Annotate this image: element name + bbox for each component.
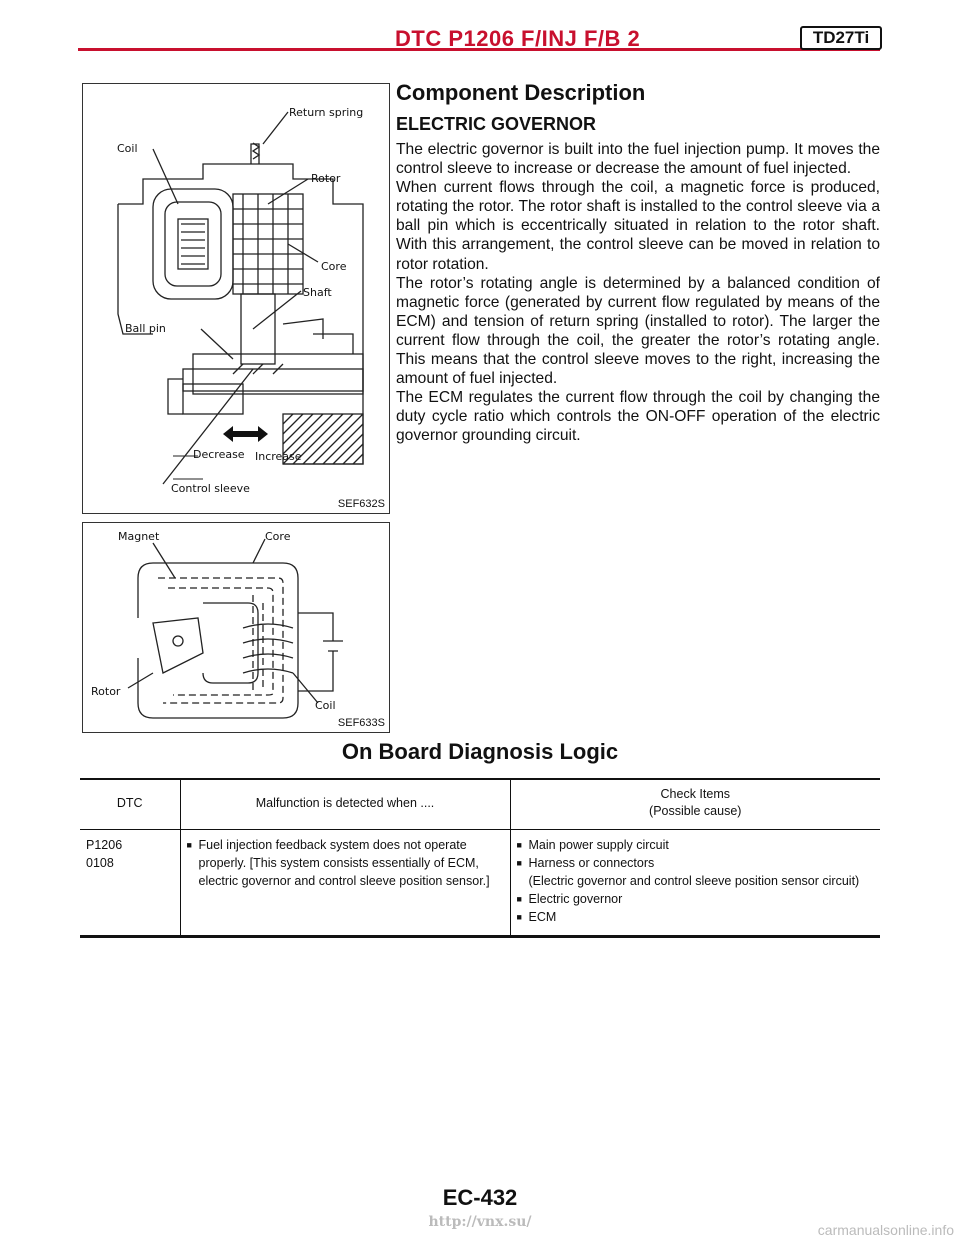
list-item — [517, 872, 875, 890]
label-rotor: Rotor — [91, 685, 121, 698]
page-header-title: DTC P1206 F/INJ F/B 2 — [395, 26, 641, 51]
figure-code: SEF632S — [337, 498, 385, 510]
check-item: Harness or connectors — [528, 856, 655, 870]
engine-model-badge: TD27Ti — [800, 26, 882, 50]
label-ball-pin: Ball pin — [125, 322, 166, 335]
bullet-icon: ■ — [516, 840, 522, 850]
cell-dtc — [80, 830, 180, 937]
bullet-icon: ■ — [186, 840, 192, 850]
list-item — [517, 908, 875, 926]
label-increase: Increase — [255, 450, 302, 463]
table-header-row — [80, 779, 880, 830]
list-item — [187, 836, 504, 890]
list-item — [517, 890, 875, 908]
label-return-spring: Return spring — [289, 106, 364, 119]
page-number: EC-432 — [442, 1185, 518, 1210]
label-rotor: Rotor — [311, 172, 341, 185]
paragraph: The rotor’s rotating angle is determined by a balanced condition of magnetic force (generated by current flow regulated by means of the ECM) and tension of return spring (installed to rotor). The larger the current flow through the coil, the greater the rotor’s rotating angle. This means that the control sleeve moves to the right, increasing the amount of fuel injected. — [396, 274, 880, 388]
watermark: carmanualsonline.info — [817, 1222, 954, 1238]
paragraph: The ECM regulates the current flow through the coil by changing the duty cycle ratio which controls the ON-OFF operation of the electric governor grounding circuit. — [396, 389, 880, 445]
dtc-code: P1206 — [86, 838, 123, 852]
subsection-title-electric-governor: ELECTRIC GOVERNOR — [396, 114, 597, 134]
label-shaft: Shaft — [303, 286, 332, 299]
figure-code: SEF633S — [337, 717, 385, 729]
list-item — [517, 854, 875, 872]
label-core: Core — [321, 260, 347, 273]
component-description-body — [396, 140, 880, 446]
dtc-code-alt: 0108 — [86, 856, 114, 870]
label-decrease: Decrease — [193, 448, 245, 461]
label-control-sleeve: Control sleeve — [171, 482, 250, 495]
header-malfunction: Malfunction is detected when .... — [180, 779, 510, 830]
cell-check-items — [510, 830, 880, 937]
header-check-items: Check Items (Possible cause) — [510, 779, 880, 830]
electric-governor-figure — [82, 83, 390, 514]
diagnosis-logic-table — [80, 778, 880, 938]
malfunction-text: Fuel injection feedback system does not operate properly. [This system consists essentially of ECM, electric governor and control sleeve position sensor.] — [198, 838, 490, 888]
label-coil: Coil — [117, 142, 138, 155]
list-item — [517, 836, 875, 854]
check-item-note: (Electric governor and control sleeve position sensor circuit) — [528, 874, 860, 888]
magnetic-circuit-drawing — [83, 523, 389, 732]
section-title-component-description: Component Description — [396, 80, 646, 105]
section-title-on-board-diagnosis-logic: On Board Diagnosis Logic — [341, 739, 619, 764]
check-item: Electric governor — [528, 892, 623, 906]
header-dtc: DTC — [116, 795, 143, 810]
label-core: Core — [265, 530, 291, 543]
magnetic-circuit-figure — [82, 522, 390, 733]
cell-malfunction — [180, 830, 510, 937]
label-coil: Coil — [315, 699, 336, 712]
check-item: Main power supply circuit — [528, 838, 669, 852]
table-row — [80, 830, 880, 937]
paragraph: The electric governor is built into the fuel injection pump. It moves the control sleeve to increase or decrease the amount of fuel injected. — [396, 141, 880, 178]
paragraph: When current flows through the coil, a magnetic force is produced, rotating the rotor. The rotor shaft is installed to the control sleeve via a ball pin which is eccentrically situated in relation to the rotor shaft. With this arrangement, the control sleeve can be moved in relation to rotor rotation. — [396, 179, 880, 273]
source-url: http://vnx.su/ — [428, 1214, 532, 1230]
bullet-icon: ■ — [516, 894, 522, 904]
check-item: ECM — [528, 910, 557, 924]
bullet-icon: ■ — [516, 858, 522, 868]
label-magnet: Magnet — [118, 530, 160, 543]
bullet-icon: ■ — [516, 912, 522, 922]
